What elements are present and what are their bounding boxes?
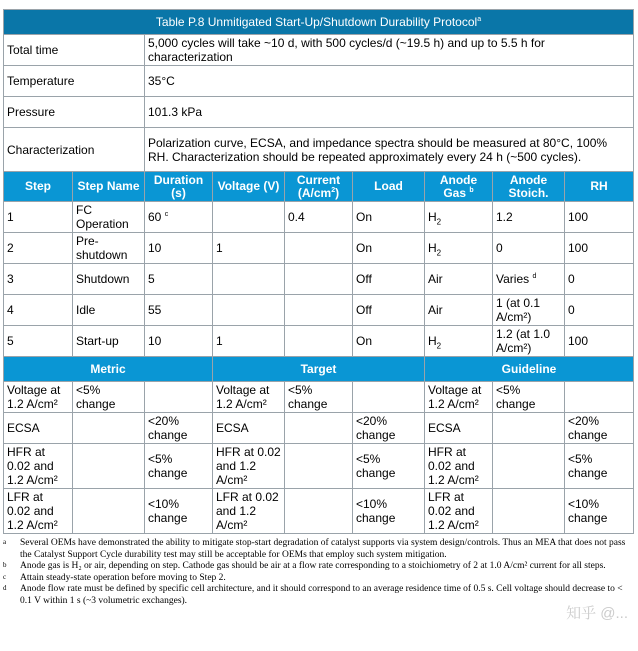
- step-number: 5: [4, 326, 73, 357]
- step-anode-gas: Air: [425, 295, 493, 326]
- guideline-value: <5% change: [565, 444, 634, 489]
- step-number: 1: [4, 202, 73, 233]
- step-anode-stoich: 1 (at 0.1 A/cm²): [493, 295, 565, 326]
- footnote: d Anode flow rate must be defined by specific cell architecture, and it should correspond to an average residence time of 0.5 s. Cell voltage should decrease to < 0.1 V within 1 s (~3 volumetric exchanges).: [3, 584, 623, 606]
- step-rh: 100: [565, 202, 634, 233]
- durability-protocol-table: [3, 9, 634, 534]
- target-value: [285, 489, 353, 534]
- col-header-duration: Duration (s): [145, 172, 213, 202]
- guideline-value: [493, 413, 565, 444]
- step-voltage: [213, 202, 285, 233]
- target-label: HFR at 0.02 and 1.2 A/cm²: [213, 444, 285, 489]
- info-row-temperature: [4, 66, 634, 97]
- step-current: 0.4: [285, 202, 353, 233]
- step-rh: 100: [565, 326, 634, 357]
- step-current: [285, 326, 353, 357]
- metric-label: ECSA: [4, 413, 73, 444]
- step-duration: 10: [145, 326, 213, 357]
- target-label: LFR at 0.02 and 1.2 A/cm²: [213, 489, 285, 534]
- table-row: [4, 233, 634, 264]
- step-number: 4: [4, 295, 73, 326]
- step-load: Off: [353, 295, 425, 326]
- col-header-step-name: Step Name: [73, 172, 145, 202]
- step-rh: 100: [565, 233, 634, 264]
- step-voltage: [213, 295, 285, 326]
- target-value: <5% change: [353, 444, 425, 489]
- metric-value: <20% change: [145, 413, 213, 444]
- table-row: [4, 489, 634, 534]
- step-load: On: [353, 233, 425, 264]
- step-name: Start-up: [73, 326, 145, 357]
- footnotes: [3, 538, 633, 607]
- table-row: [4, 295, 634, 326]
- info-row-pressure: [4, 97, 634, 128]
- guideline-value: <20% change: [565, 413, 634, 444]
- target-value: [353, 382, 425, 413]
- step-voltage: [213, 264, 285, 295]
- col-header-rh: RH: [565, 172, 634, 202]
- step-anode-stoich: 1.2 (at 1.0 A/cm²): [493, 326, 565, 357]
- table-row: [4, 444, 634, 489]
- table-row: [4, 326, 634, 357]
- metric-value: [145, 382, 213, 413]
- step-name: Shutdown: [73, 264, 145, 295]
- step-duration: 55: [145, 295, 213, 326]
- info-value: 5,000 cycles will take ~10 d, with 500 cycles/d (~19.5 h) and up to 5.5 h for characterization: [145, 35, 634, 66]
- guideline-label: Voltage at 1.2 A/cm²: [425, 382, 493, 413]
- col-header-anode-gas: Anode Gas $^b$: [425, 172, 493, 202]
- col-header-metric: Metric: [4, 357, 213, 382]
- target-label: Voltage at 1.2 A/cm²: [213, 382, 285, 413]
- table-row: [4, 264, 634, 295]
- step-anode-gas: Air: [425, 264, 493, 295]
- step-anode-stoich: Varies $^d$: [493, 264, 565, 295]
- metric-label: HFR at 0.02 and 1.2 A/cm²: [4, 444, 73, 489]
- col-header-voltage: Voltage (V): [213, 172, 285, 202]
- metric-value: <5% change: [145, 444, 213, 489]
- metric-header-row: [4, 357, 634, 382]
- footnote: b Anode gas is H₂ or air, depending on step. Cathode gas should be air at a flow rate corresponding to a stoichiometry of 2 at 1.0 A/cm² current for all steps.: [3, 561, 606, 571]
- guideline-label: LFR at 0.02 and 1.2 A/cm²: [425, 489, 493, 534]
- step-current: [285, 264, 353, 295]
- step-anode-gas: $H_2$: [425, 326, 493, 357]
- step-duration: 60 $^c$: [145, 202, 213, 233]
- metric-value: [73, 413, 145, 444]
- step-anode-stoich: 1.2: [493, 202, 565, 233]
- metric-value: <10% change: [145, 489, 213, 534]
- metric-value: [73, 444, 145, 489]
- step-rh: 0: [565, 264, 634, 295]
- metric-value: <5% change: [73, 382, 145, 413]
- target-value: <5% change: [285, 382, 353, 413]
- step-load: On: [353, 326, 425, 357]
- info-label: Temperature: [4, 66, 145, 97]
- info-row-characterization: [4, 128, 634, 172]
- guideline-value: [565, 382, 634, 413]
- col-header-step: Step: [4, 172, 73, 202]
- guideline-label: HFR at 0.02 and 1.2 A/cm²: [425, 444, 493, 489]
- target-value: <10% change: [353, 489, 425, 534]
- footnote: a Several OEMs have demonstrated the ability to mitigate stop-start degradation of catalyst supports via system design/controls. Thus an MEA that does not pass the Catalyst Support Cycle durability test may still be acceptable for OEMs that employ such system mitigation.: [3, 538, 626, 560]
- step-voltage: 1: [213, 326, 285, 357]
- guideline-value: [493, 444, 565, 489]
- info-row-total-time: [4, 35, 634, 66]
- metric-label: LFR at 0.02 and 1.2 A/cm²: [4, 489, 73, 534]
- guideline-value: <5% change: [493, 382, 565, 413]
- info-label: Characterization: [4, 128, 145, 172]
- info-value: Polarization curve, ECSA, and impedance spectra should be measured at 80°C, 100% RH. Characterization should be repeated approximately every 24 h (~500 cycles).: [145, 128, 634, 172]
- footnote: c Attain steady-state operation before moving to Step 2.: [3, 572, 226, 583]
- step-number: 3: [4, 264, 73, 295]
- step-header-row: [4, 172, 634, 202]
- target-value: [285, 444, 353, 489]
- step-duration: 10: [145, 233, 213, 264]
- step-name: Idle: [73, 295, 145, 326]
- col-header-anode-stoich: Anode Stoich.: [493, 172, 565, 202]
- info-label: Pressure: [4, 97, 145, 128]
- info-value: 35°C: [145, 66, 634, 97]
- table-row: [4, 413, 634, 444]
- step-name: FC Operation: [73, 202, 145, 233]
- step-number: 2: [4, 233, 73, 264]
- step-voltage: 1: [213, 233, 285, 264]
- col-header-current: Current $(A/cm^2)$: [285, 172, 353, 202]
- col-header-load: Load: [353, 172, 425, 202]
- info-label: Total time: [4, 35, 145, 66]
- step-name: Pre-shutdown: [73, 233, 145, 264]
- step-anode-gas: $H_2$: [425, 233, 493, 264]
- target-value: [285, 413, 353, 444]
- step-rh: 0: [565, 295, 634, 326]
- col-header-guideline: Guideline: [425, 357, 634, 382]
- watermark: 知乎 @...: [566, 605, 628, 622]
- step-anode-gas: $H_2$: [425, 202, 493, 233]
- step-current: [285, 295, 353, 326]
- table-title: Table P.8 Unmitigated Start-Up/Shutdown Durability Protocol$^a$: [4, 10, 634, 35]
- col-header-target: Target: [213, 357, 425, 382]
- guideline-value: <10% change: [565, 489, 634, 534]
- metric-value: [73, 489, 145, 534]
- table-row: [4, 202, 634, 233]
- step-duration: 5: [145, 264, 213, 295]
- step-current: [285, 233, 353, 264]
- metric-label: Voltage at 1.2 A/cm²: [4, 382, 73, 413]
- guideline-value: [493, 489, 565, 534]
- info-value: 101.3 kPa: [145, 97, 634, 128]
- table-row: [4, 382, 634, 413]
- step-load: On: [353, 202, 425, 233]
- step-anode-stoich: 0: [493, 233, 565, 264]
- guideline-label: ECSA: [425, 413, 493, 444]
- step-load: Off: [353, 264, 425, 295]
- target-value: <20% change: [353, 413, 425, 444]
- target-label: ECSA: [213, 413, 285, 444]
